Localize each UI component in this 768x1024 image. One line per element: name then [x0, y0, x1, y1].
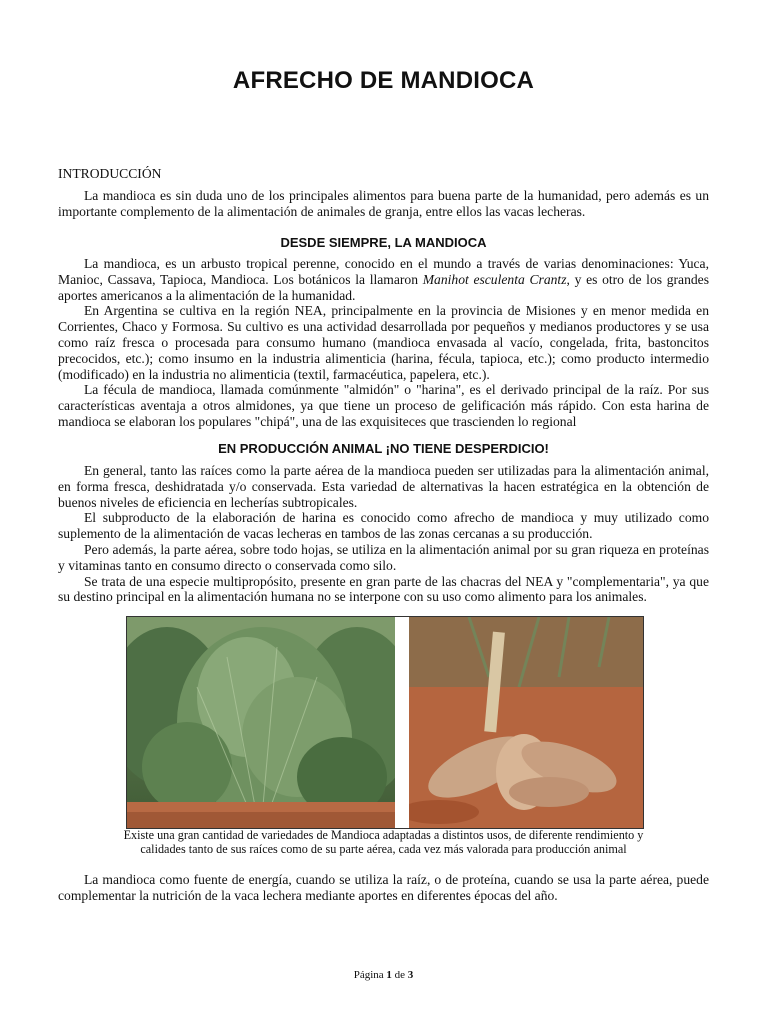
section1-body — [58, 256, 709, 430]
section1-p1-text-a: La mandioca, es un arbusto tropical perenne, conocido en el mundo a través de varias denominaciones: Yuca, Manioc, Cassava, Tapioca, Mandioca. Los botánicos la llamaron — [58, 256, 709, 287]
footer-of-word: de — [394, 969, 406, 981]
section2-paragraph-1: En general, tanto las raíces como la parte aérea de la mandioca pueden ser utilizadas para la alimentación animal, en forma fresca, deshidratada y/o conservada. Esta variedad de alternativas la hacen estratégica en la obtención de buenos niveles de eficiencia en lecherías subtropicales. — [58, 463, 709, 510]
caption-line-2: calidades tanto de sus raíces como de su parte aérea, cada vez más valorada para producción animal — [140, 842, 627, 856]
cassava-roots-photo — [409, 617, 643, 828]
botanical-name: Manihot esculenta Crantz — [422, 271, 567, 287]
section1-paragraph-1 — [58, 256, 709, 303]
intro-paragraph: La mandioca es sin duda uno de los principales alimentos para buena parte de la humanidad, pero además es un importante complemento de la alimentación de animales de granja, entre ellos las vacas lecheras. — [58, 188, 709, 219]
footer-page-word: Página — [353, 969, 384, 981]
intro-body — [58, 188, 709, 220]
caption-line-1: Existe una gran cantidad de variedades de Mandioca adaptadas a distintos usos, de diferente rendimiento y — [123, 828, 644, 842]
section1-p1-text-b: , y es otro de los grandes aportes americanos a la alimentación de la humanidad. — [58, 271, 709, 303]
document-page — [58, 0, 709, 1024]
section2-paragraph-3: Pero además, la parte aérea, sobre todo hojas, se utiliza en la alimentación animal por su gran riqueza en proteínas y vitaminas tanto en consumo directo o conservada como silo. — [58, 541, 709, 573]
section1-paragraph-3: La fécula de mandioca, llamada comúnmente "almidón" o "harina", es el derivado principal de la raíz. Por sus características aventaja a otros almidones, ya que tiene un proceso de gelificación más rápido. Con esta harina de mandioca se elaboran los populares "chipá", una de las exquisiteces que trascienden lo regional — [58, 382, 709, 429]
figure-caption — [58, 828, 709, 856]
section-heading-desde-siempre: DESDE SIEMPRE, LA MANDIOCA — [280, 235, 487, 250]
footer-total-pages: 3 — [407, 969, 414, 981]
footer-current-page: 1 — [386, 969, 392, 981]
intro-label: INTRODUCCIÓN — [58, 166, 162, 181]
section2-paragraph-4: Se trata de una especie multipropósito, presente en gran parte de las chacras del NEA y "complementaria", ya que su destino principal en la alimentación humana no se interpone con su uso como alimento para los animales. — [58, 573, 709, 605]
section-heading-produccion-animal: EN PRODUCCIÓN ANIMAL ¡NO TIENE DESPERDICIO! — [218, 441, 549, 456]
page-footer — [58, 969, 709, 981]
closing-body — [58, 872, 709, 904]
cassava-figure — [126, 616, 644, 829]
cassava-plant-photo — [127, 617, 395, 828]
closing-paragraph: La mandioca como fuente de energía, cuando se utiliza la raíz, o de proteína, cuando se usa la parte aérea, puede complementar la nutrición de la vaca lechera mediante aportes en diferentes épocas del año. — [58, 872, 709, 903]
document-title: AFRECHO DE MANDIOCA — [232, 67, 535, 94]
section2-body — [58, 463, 709, 605]
section2-paragraph-2: El subproducto de la elaboración de harina es conocido como afrecho de mandioca y muy utilizado como suplemento de la alimentación de vacas lecheras en tambos de las zonas cercanas a su producción. — [58, 510, 709, 542]
section1-paragraph-2: En Argentina se cultiva en la región NEA, principalmente en la provincia de Misiones y en menor medida en Corrientes, Chaco y Formosa. Su cultivo es una actividad desarrollada por pequeños y medianos productores y se usa como raíz fresca o procesada para consumo humano (mandioca envasada al vacío, congelada, frita, bastoncitos precocidos, etc.); como insumo en la industria alimenticia (harina, fécula, tapioca, etc.); como producto intermedio (modificado) en la industria no alimenticia (textil, farmacéutica, papelera, etc.). — [58, 303, 709, 382]
